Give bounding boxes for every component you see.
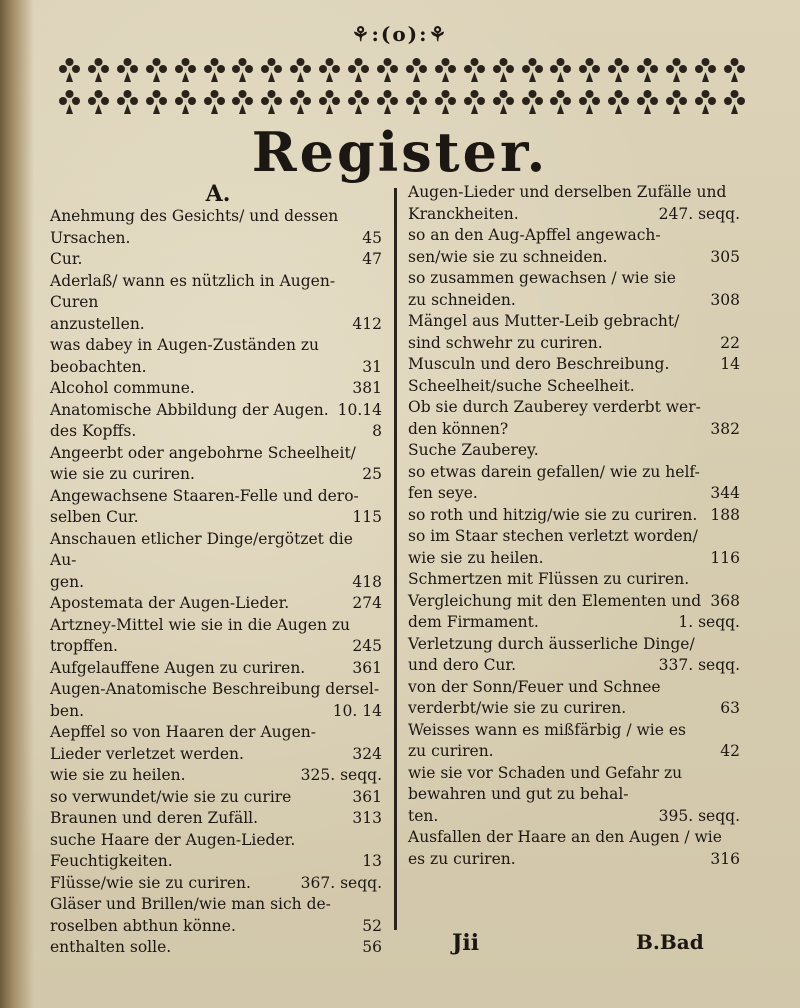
entry-text: ben. [50,701,85,720]
index-entry [408,526,744,548]
ornament-row-top [56,52,748,86]
index-entry [50,271,386,314]
entry-text: so im Staar stechen verletzt worden/ [408,527,698,545]
entry-text: wie sie zu heilen. [50,766,186,784]
fleuron-ornament-icon [316,54,343,84]
index-entry [408,290,744,312]
index-entry [408,182,744,204]
fleuron-ornament-icon [721,86,748,116]
entry-text: Verletzung durch äusserliche Dinge/ [408,634,695,653]
index-entry [50,679,386,701]
index-entry [408,655,744,677]
entry-page-number: 10.14 [337,400,382,419]
entry-page-number: 324 [352,744,382,763]
entry-text: Aufgelauffene Augen zu curiren. [50,658,306,677]
entry-text: zu curiren. [408,742,494,760]
fleuron-ornament-icon [663,86,690,116]
fleuron-ornament-icon [229,86,256,116]
entry-text: Aepffel so von Haaren der Augen- [50,723,316,741]
fleuron-ornament-icon [114,86,141,116]
entry-text: fen seye. [408,484,478,502]
fleuron-ornament-icon [345,86,372,116]
entry-text: bewahren und gut zu behal- [408,785,629,803]
entry-text: Ob sie durch Zauberey verderbt wer- [408,398,701,416]
entry-text: wie sie zu curiren. [50,465,195,483]
entry-text: und dero Cur. [408,656,517,674]
entry-text: Anehmung des Gesichts/ und dessen [50,207,339,225]
index-entry [50,808,386,830]
fleuron-ornament-icon [287,86,314,116]
index-entry [408,677,744,699]
index-entry [50,228,386,250]
entry-page-number: 247. seqq. [658,204,740,223]
index-entry [50,400,386,422]
entry-text: Feuchtigkeiten. [50,852,173,870]
entry-text: sind schwehr zu curiren. [408,333,603,352]
index-entry [50,787,386,809]
entry-text: Augen-Lieder und derselben Zufälle und [408,183,727,201]
entry-page-number: 381 [352,379,382,397]
entry-page-number: 45 [362,228,382,247]
entry-text: so verwundet/wie sie zu curire [50,787,292,806]
entry-text: Schmertzen mit Flüssen zu curiren. [408,570,690,588]
entry-text: Gläser und Brillen/wie man sich de- [50,895,331,913]
entry-page-number: 8 [372,422,382,440]
index-entry [50,314,386,336]
entry-text: sen/wie sie zu schneiden. [408,247,608,266]
entry-page-number: 316 [710,849,740,868]
index-entry [50,873,386,895]
right-column [408,182,744,870]
entry-text: Cur. [50,250,83,268]
fleuron-ornament-icon [56,86,83,116]
index-entry [50,765,386,787]
entry-page-number: 368 [710,591,740,610]
entry-text: wie sie zu heilen. [408,548,544,567]
index-entry [408,204,744,226]
index-entry [50,335,386,357]
entry-text: Suche Zauberey. [408,441,539,459]
entry-text: ten. [408,806,439,825]
entry-page-number: 14 [720,355,740,373]
entry-text: Scheelheit/suche Scheelheit. [408,376,635,395]
entry-text: Musculn und dero Beschreibung. [408,355,670,373]
catchword: B.Bad [636,930,704,954]
page-footer [0,930,800,970]
entry-page-number: 418 [352,572,382,591]
entry-page-number: 361 [352,787,382,806]
entry-text: Augen-Anatomische Beschreibung dersel- [50,680,380,698]
entry-text: es zu curiren. [408,849,516,868]
index-entry [408,849,744,871]
entry-text: so roth und hitzig/wie sie zu curiren. [408,505,698,524]
entry-page-number: 115 [352,508,382,526]
index-entry [408,827,744,849]
entry-text: von der Sonn/Feuer und Schnee [408,677,661,696]
fleuron-ornament-icon [201,54,228,84]
index-entry [408,698,744,720]
entry-text: roselben abthun könne. [50,916,236,935]
entry-text: Anschauen etlicher Dinge/ergötzet die Au- [50,529,353,569]
index-entry [50,443,386,465]
index-entry [50,830,386,852]
entry-page-number: 63 [720,699,740,717]
index-entry [50,658,386,680]
index-entry [408,354,744,376]
entry-text: Kranckheiten. [408,204,519,223]
fleuron-ornament-icon [172,86,199,116]
fleuron-ornament-icon [663,54,690,84]
fleuron-ornament-icon [85,86,112,116]
entry-page-number: 325. seqq. [300,766,382,784]
entry-text: tropffen. [50,637,118,655]
entry-page-number: 308 [710,290,740,309]
fleuron-ornament-icon [374,54,401,84]
index-entry [50,249,386,271]
index-entry [408,806,744,828]
letter-heading: A. [205,181,231,207]
fleuron-ornament-icon [143,54,170,84]
entry-text: Anatomische Abbildung der Augen. [50,400,329,419]
fleuron-ornament-icon [576,54,603,84]
entry-page-number: 395. seqq. [658,806,740,825]
entry-page-number: 10. 14 [332,701,382,720]
entry-text: Vergleichung mit den Elementen und [408,591,702,610]
entry-text: beobachten. [50,357,147,376]
index-entry [50,615,386,637]
fleuron-ornament-icon [692,86,719,116]
entry-page-number: 382 [710,419,740,438]
fleuron-ornament-icon [403,86,430,116]
fleuron-ornament-icon [114,54,141,84]
entry-text: so zusammen gewachsen / wie sie [408,269,676,287]
entry-text: gen. [50,572,85,591]
entry-page-number: 245 [352,637,382,655]
entry-text: so an den Aug-Apffel angewach- [408,226,661,244]
entry-text: des Kopffs. [50,422,137,440]
index-entry [408,784,744,806]
fleuron-ornament-icon [461,54,488,84]
fleuron-ornament-icon [721,54,748,84]
signature-label: Jii [452,930,480,956]
fleuron-ornament-icon [85,54,112,84]
fleuron-ornament-icon [692,54,719,84]
index-entry [408,741,744,763]
fleuron-ornament-icon [576,86,603,116]
index-entry [50,529,386,572]
entry-text: Ursachen. [50,228,131,247]
entry-page-number: 305 [710,247,740,266]
entry-text: wie sie vor Schaden und Gefahr zu [408,763,683,782]
entry-text: Weisses wann es mißfärbig / wie es [408,720,686,739]
entry-page-number: 56 [362,938,382,956]
fleuron-ornament-icon [258,54,285,84]
index-entry [408,505,744,527]
fleuron-ornament-icon [432,86,459,116]
fleuron-ornament-icon [605,86,632,116]
entry-text: was dabey in Augen-Zuständen zu [50,336,320,354]
index-entry [408,268,744,290]
right-entry-list [408,182,744,870]
index-entry [408,419,744,441]
entry-text: Apostemata der Augen-Lieder. [50,594,290,612]
index-entry [408,376,744,398]
entry-text: Aderlaß/ wann es nützlich in Augen-Curen [50,271,336,311]
index-entry [408,591,744,613]
fleuron-ornament-icon [605,54,632,84]
index-entry [408,311,744,333]
fleuron-ornament-icon [519,54,546,84]
index-entry [50,894,386,916]
entry-page-number: 42 [720,742,740,760]
index-entry [408,333,744,355]
index-entry [408,548,744,570]
entry-text: den können? [408,419,509,438]
column-divider [394,188,397,930]
entry-text: Lieder verletzet werden. [50,744,244,763]
fleuron-ornament-icon [634,54,661,84]
fleuron-ornament-icon [172,54,199,84]
entry-text: Flüsse/wie sie zu curiren. [50,873,251,892]
entry-page-number: 52 [362,916,382,935]
index-entry [408,397,744,419]
entry-text: Ausfallen der Haare an den Augen / wie [408,828,722,846]
fleuron-ornament-icon [519,86,546,116]
entry-page-number: 22 [720,333,740,352]
left-column [50,182,386,959]
page-title: Register. [251,120,549,184]
index-entry [408,483,744,505]
entry-text: verderbt/wie sie zu curiren. [408,699,627,717]
entry-page-number: 13 [362,852,382,870]
fleuron-ornament-icon [229,54,256,84]
fleuron-ornament-icon [56,54,83,84]
entry-text: enthalten solle. [50,938,172,956]
index-entry [50,744,386,766]
fleuron-ornament-icon [490,86,517,116]
entry-text: suche Haare der Augen-Lieder. [50,830,296,849]
entry-text: anzustellen. [50,314,145,333]
entry-page-number: 412 [352,314,382,333]
index-entry [50,701,386,723]
index-entry [50,636,386,658]
index-entry [408,612,744,634]
index-entry [408,462,744,484]
entry-text: selben Cur. [50,508,139,526]
fleuron-ornament-icon [432,54,459,84]
fleuron-ornament-icon [287,54,314,84]
fleuron-ornament-icon [547,54,574,84]
index-entry [50,572,386,594]
index-entry [50,851,386,873]
fleuron-ornament-icon [374,86,401,116]
index-entry [408,569,744,591]
index-entry [408,440,744,462]
entry-text: Artzney-Mittel wie sie in die Augen zu [50,615,351,634]
fleuron-ornament-icon [143,86,170,116]
index-entry [50,378,386,400]
index-entry [50,593,386,615]
entry-page-number: 47 [362,250,382,268]
signature-mark: ⚘:(o):⚘ [351,22,449,46]
fleuron-ornament-icon [461,86,488,116]
entry-text: Braunen und deren Zufäll. [50,809,259,827]
entry-page-number: 337. seqq. [658,656,740,674]
ornament-row-bottom [56,84,748,118]
index-entry [408,720,744,742]
fleuron-ornament-icon [634,86,661,116]
entry-page-number: 31 [362,357,382,376]
index-entry [408,247,744,269]
index-entry [408,763,744,785]
entry-page-number: 274 [352,594,382,612]
index-entry [50,357,386,379]
entry-page-number: 367. seqq. [300,873,382,892]
entry-text: dem Firmament. [408,613,539,631]
left-entry-list [50,206,386,959]
entry-page-number: 313 [352,809,382,827]
index-entry [408,225,744,247]
entry-page-number: 25 [362,465,382,483]
fleuron-ornament-icon [201,86,228,116]
index-entry [50,486,386,508]
entry-text: zu schneiden. [408,290,516,309]
entry-text: Angewachsene Staaren-Felle und dero- [50,486,359,505]
fleuron-ornament-icon [490,54,517,84]
fleuron-ornament-icon [345,54,372,84]
entry-page-number: 344 [710,484,740,502]
fleuron-ornament-icon [403,54,430,84]
entry-text: Alcohol commune. [50,379,195,397]
index-entry [50,507,386,529]
index-entry [408,634,744,656]
fleuron-ornament-icon [547,86,574,116]
fleuron-ornament-icon [258,86,285,116]
entry-text: Mängel aus Mutter-Leib gebracht/ [408,312,680,330]
index-entry [50,722,386,744]
index-entry [50,464,386,486]
entry-page-number: 116 [710,548,740,567]
entry-page-number: 188 [710,505,740,524]
entry-text: Angeerbt oder angebohrne Scheelheit/ [50,443,356,462]
entry-page-number: 1. seqq. [678,613,740,631]
index-entry [50,206,386,228]
entry-text: so etwas darein gefallen/ wie zu helf- [408,462,700,481]
fleuron-ornament-icon [316,86,343,116]
entry-page-number: 361 [352,658,382,677]
index-entry [50,421,386,443]
